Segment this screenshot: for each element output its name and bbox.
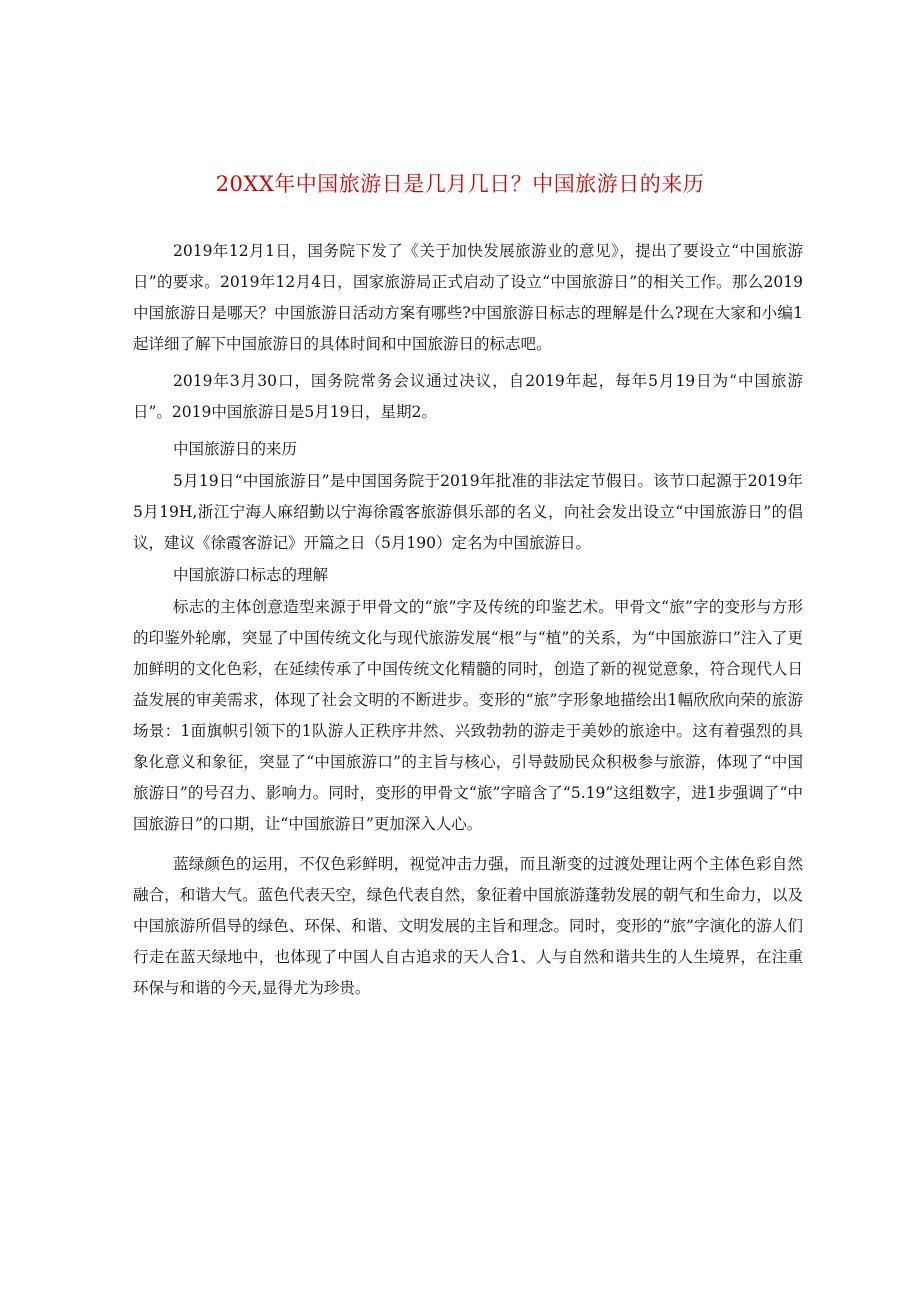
paragraph-logo-colors: 蓝绿颜色的运用，不仅色彩鲜明，视觉冲击力强，而且渐变的过渡处理让两个主体色彩自然融合，和谐大气。蓝色代表天空，绿色代表自然，象征着中国旅游蓬勃发展的朝气和生命力，以及中国旅游所倡导的绿色、环保、和谐、文明发展的主旨和理念。同时，变形的“旅”字演化的游人们行走在蓝天绿地中，也体现了中国人自古追求的天人合1、人与自然和谐共生的人生境界，在注重环保与和谐的今天,显得尤为珍贵。	[133, 855, 803, 997]
page-title: 20XX年中国旅游日是几月几日？中国旅游日的来历	[215, 172, 705, 196]
paragraph-intro: 2019年12月1日，国务院下发了《关于加快发展旅游业的意见》，提出了要设立“中国旅游日”的要求。2019年12月4日，国家旅游局正式启动了设立“中国旅游日”的相关工作。那么2019中国旅游日是哪天？中国旅游日活动方案有哪些?中国旅游日标志的理解是什么?现在大家和小编1起详细了解下中国旅游日的具体时间和中国旅游日的标志吧。	[133, 242, 803, 353]
paragraph-origin: 5月19日“中国旅游日”是中国国务院于2019年批准的非法定节假日。该节口起源于2019年5月19H,浙江宁海人麻绍勤以宁海徐霞客旅游俱乐部的名义，向社会发出设立“中国旅游日”的倡议，建议《徐霞客游记》开篇之日（5月190）定名为中国旅游日。	[133, 472, 803, 552]
section-heading-logo: 中国旅游口标志的理解	[173, 566, 329, 584]
section-heading-origin: 中国旅游日的来历	[173, 440, 298, 458]
document-body	[133, 236, 803, 1004]
paragraph-logo-meaning: 标志的主体创意造型来源于甲骨文的“旅”字及传统的印鉴艺术。甲骨文“旅”字的变形与方形的印鉴外轮廓，突显了中国传统文化与现代旅游发展“根”与“植”的关系，为“中国旅游口”注入了更加鲜明的文化色彩，在延续传承了中国传统文化精髓的同时，创造了新的视觉意象，符合现代人日益发展的审美需求，体现了社会文明的不断进步。变形的“旅”字形象地描绘出1幅欣欣向荣的旅游场景：1面旗帜引领下的1队游人正秩序井然、兴致勃勃的游走于美妙的旅途中。这有着强烈的具象化意义和象征，突显了“中国旅游口”的主旨与核心，引导鼓励民众积极参与旅游，体现了“中国旅游日”的号召力、影响力。同时，变形的甲骨文“旅”字暗含了“5.19”这组数字，进1步强调了“中国旅游日”的口期，让“中国旅游日”更加深入人心。	[133, 598, 803, 833]
paragraph-date: 2019年3月30口，国务院常务会议通过决议，自2019年起，每年5月19日为“中国旅游日”。2019中国旅游日是5月19日，星期2。	[133, 372, 803, 421]
